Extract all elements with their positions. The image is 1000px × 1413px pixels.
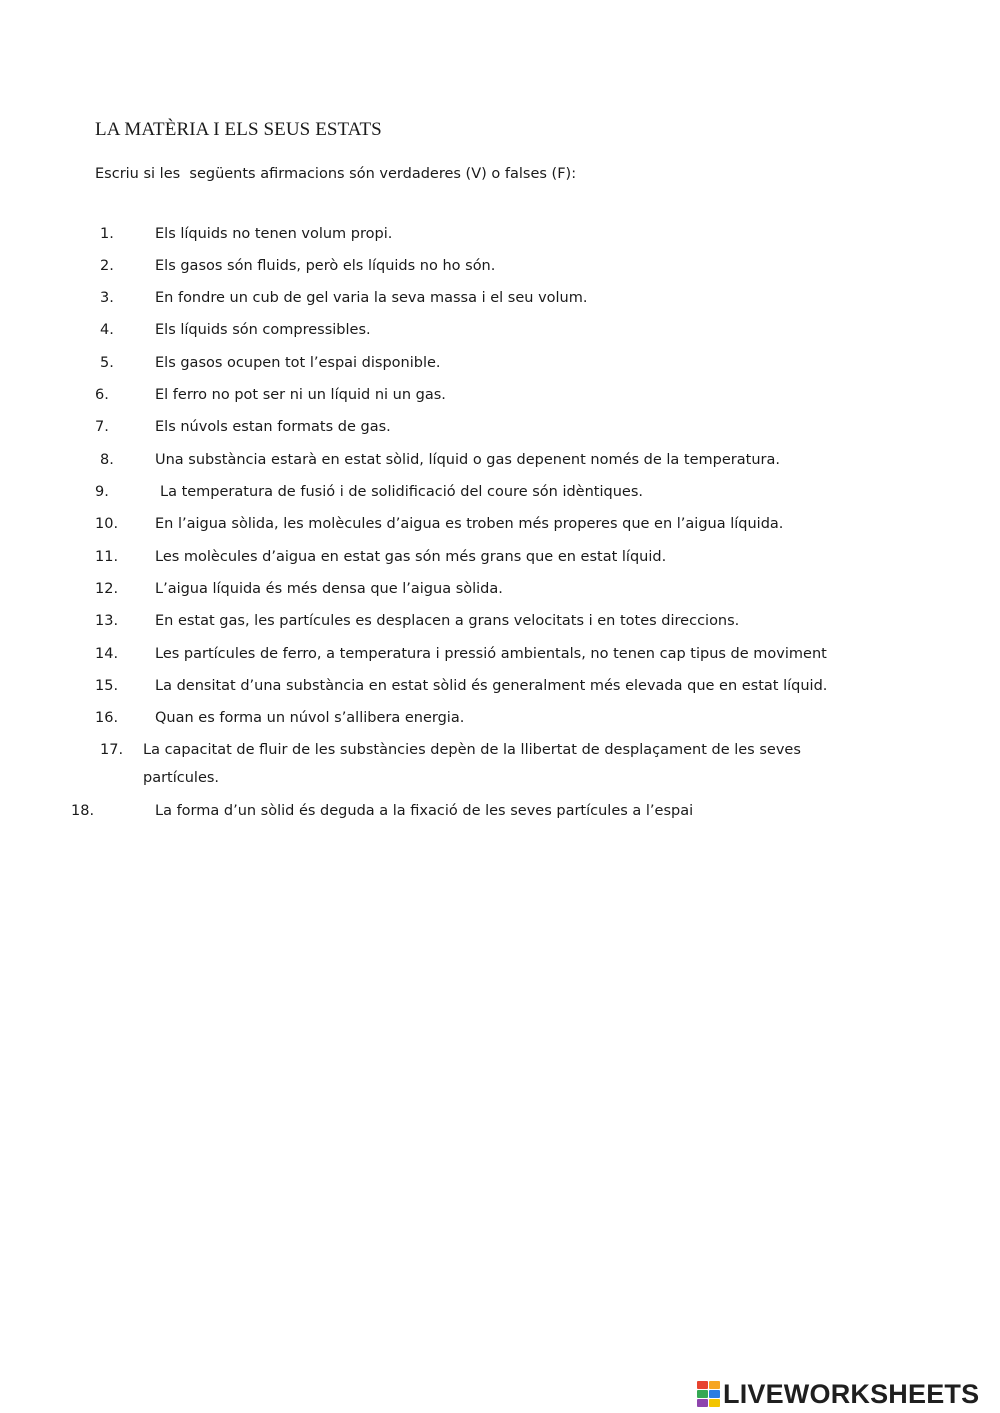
question-number: 16. <box>95 710 119 726</box>
question-text: L’aigua líquida és més densa que l’aigua sòlida. <box>155 581 503 597</box>
question-text: La capacitat de fluir de les substàncies depèn de la llibertat de desplaçament de les seves <box>143 742 801 758</box>
question-text: La densitat d’una substància en estat sòlid és generalment més elevada que en estat líquid. <box>155 678 828 694</box>
question-number: 1. <box>100 226 114 242</box>
liveworksheets-watermark <box>697 1379 979 1409</box>
question-text: En l’aigua sòlida, les molècules d’aigua es troben més properes que en l’aigua líquida. <box>155 516 784 532</box>
question-text: Les partícules de ferro, a temperatura i pressió ambientals, no tenen cap tipus de moviment <box>155 646 827 662</box>
worksheet-title: LA MATÈRIA I ELS SEUS ESTATS <box>95 119 382 140</box>
question-text: Quan es forma un núvol s’allibera energia. <box>155 710 465 726</box>
question-text: La forma d’un sòlid és deguda a la fixació de les seves partícules a l’espai <box>155 803 694 819</box>
question-number: 2. <box>100 258 114 274</box>
question-number: 17. <box>100 742 124 758</box>
question-text: El ferro no pot ser ni un líquid ni un gas. <box>155 387 446 403</box>
question-number: 18. <box>71 803 95 819</box>
question-number: 8. <box>100 452 114 468</box>
question-number: 14. <box>95 646 119 662</box>
question-text: Els núvols estan formats de gas. <box>155 419 391 435</box>
question-text-continuation: partícules. <box>143 770 220 786</box>
watermark-text: LIVEWORKSHEETS <box>723 1379 980 1409</box>
question-number: 4. <box>100 322 114 338</box>
question-text: Les molècules d’aigua en estat gas són més grans que en estat líquid. <box>155 549 667 565</box>
question-text: En estat gas, les partícules es desplacen a grans velocitats i en totes direccions. <box>155 613 740 629</box>
question-number: 9. <box>95 484 109 500</box>
question-text: Els gasos ocupen tot l’espai disponible. <box>155 355 441 371</box>
question-number: 13. <box>95 613 119 629</box>
question-number: 12. <box>95 581 119 597</box>
question-text: Els gasos són fluids, però els líquids no ho són. <box>155 258 496 274</box>
instructions-text: Escriu si les següents afirmacions són verdaderes (V) o falses (F): <box>95 166 577 182</box>
question-number: 11. <box>95 549 119 565</box>
question-text: Els líquids no tenen volum propi. <box>155 226 393 242</box>
liveworksheets-logo-icon <box>697 1381 720 1407</box>
question-number: 6. <box>95 387 109 403</box>
question-text: En fondre un cub de gel varia la seva massa i el seu volum. <box>155 290 588 306</box>
question-number: 3. <box>100 290 114 306</box>
question-text: La temperatura de fusió i de solidificació del coure són idèntiques. <box>160 484 643 500</box>
question-text: Una substància estarà en estat sòlid, líquid o gas depenent només de la temperatura. <box>155 452 780 468</box>
question-number: 7. <box>95 419 109 435</box>
question-text: Els líquids són compressibles. <box>155 322 371 338</box>
question-number: 15. <box>95 678 119 694</box>
question-number: 10. <box>95 516 119 532</box>
question-number: 5. <box>100 355 114 371</box>
